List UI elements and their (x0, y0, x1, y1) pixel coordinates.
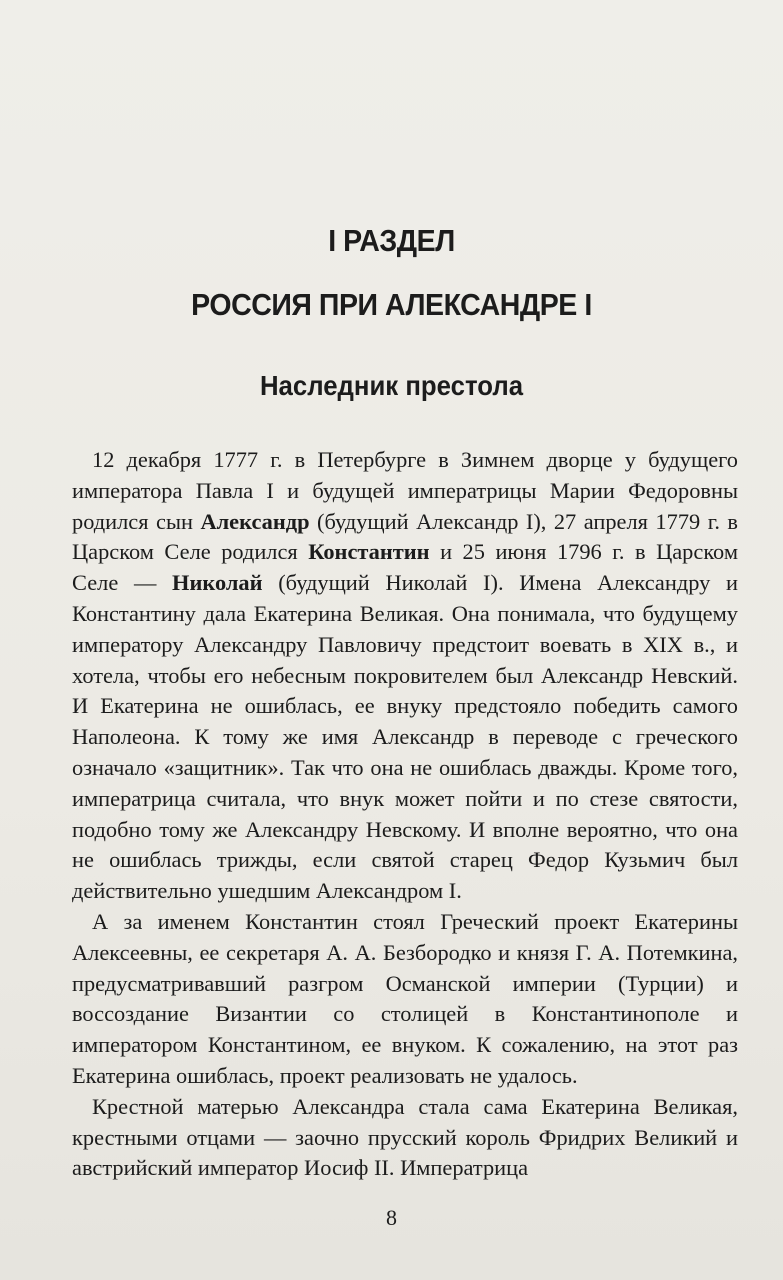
paragraph (72, 1092, 738, 1184)
paragraph (72, 907, 738, 1092)
text-run: А за именем Константин стоял Греческий проект Екатерины Алексеевны, ее секретаря А. А. Безбородко и князя Г. А. Потемкина, предусматривавший разгром Османской империи (Турции) и воссоздание Византии со столицей в Константинополе и императором Константином, ее внуком. К сожалению, на этот раз Екатерина ошиблась, проект реализовать не удалось. (72, 908, 738, 1088)
bold-name: Александр (200, 508, 310, 534)
body-text (72, 445, 738, 1184)
text-run: (будущий Николай I). Имена Александру и Константину дала Екатерина Великая. Она понимала, что будущему императору Александру Павловичу предстоит воевать в XIX в., и хотела, чтобы его небесным покровителем был Александр Невский. И Екатерина не ошиблась, ее внуку предстояло победить самого Наполеона. К тому же имя Александр в переводе с греческого означало «защитник». Так что она не ошиблась дважды. Кроме того, императрица считала, что внук может пойти и по стезе святости, подобно тому же Александру Невскому. И вполне вероятно, что она не ошиблась трижды, если святой старец Федор Кузьмич был действительно ушедшим Александром I. (72, 570, 739, 904)
headings (0, 222, 783, 404)
paragraph (72, 445, 738, 907)
bold-name: Николай (172, 570, 263, 596)
text-run: (будущий Александр I), 27 апреля 1779 г. в Царском Селе родился (72, 508, 738, 565)
page-number: 8 (386, 1205, 397, 1230)
section-title: РОССИЯ ПРИ АЛЕКСАНДРЕ I (191, 287, 592, 322)
text-run: Крестной матерью Александра стала сама Екатерина Великая, крестными отцами — заочно прусский король Фридрих Великий и австрийский император Иосиф II. Императрица (72, 1093, 738, 1181)
bold-name: Константин (308, 539, 430, 565)
section-label: I РАЗДЕЛ (328, 223, 455, 258)
text-run: и 25 июня 1796 г. в Царском Селе — (72, 539, 738, 596)
text-run: 12 декабря 1777 г. в Петербурге в Зимнем дворце у будущего императора Павла I и будущей императрицы Марии Федоровны родился сын (72, 447, 738, 534)
chapter-title: Наследник престола (259, 370, 524, 401)
